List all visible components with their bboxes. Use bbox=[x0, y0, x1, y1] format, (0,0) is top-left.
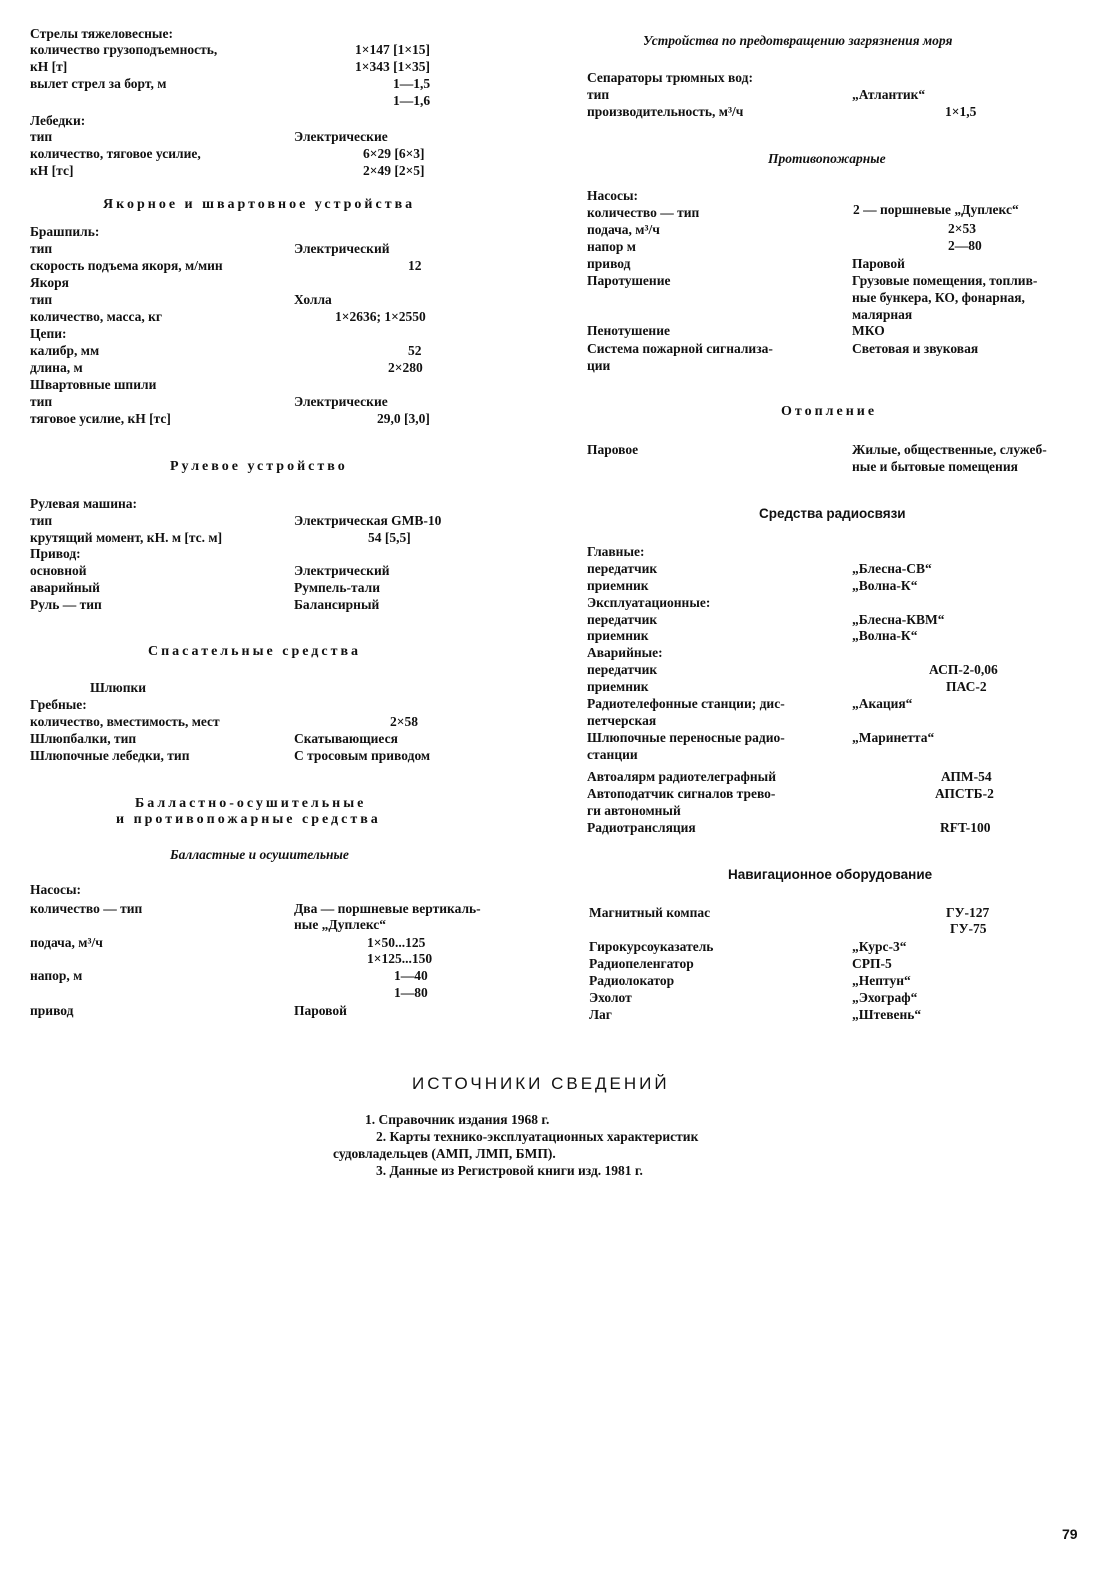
spec-line: Паровое bbox=[587, 442, 639, 457]
spec-line: 1×147 [1×15] bbox=[355, 42, 431, 57]
spec-line: основной bbox=[30, 563, 87, 578]
spec-line: 1×50...125 bbox=[367, 935, 426, 950]
spec-line: приемник bbox=[587, 628, 649, 643]
spec-line: АСП-2-0,06 bbox=[929, 662, 998, 677]
spec-line: передатчик bbox=[587, 612, 658, 627]
spec-line: калибр, мм bbox=[30, 343, 100, 358]
section-heading: Противопожарные bbox=[768, 151, 886, 166]
spec-line: Рулевая машина: bbox=[30, 496, 137, 511]
sources-title: ИСТОЧНИКИ СВЕДЕНИЙ bbox=[412, 1074, 670, 1093]
spec-line: приемник bbox=[587, 679, 649, 694]
source-item: 1. Справочник издания 1968 г. bbox=[365, 1112, 550, 1127]
spec-line: Швартовные шпили bbox=[30, 377, 157, 392]
spec-line: тип bbox=[587, 87, 610, 102]
spec-line: „Блесна-КВМ“ bbox=[852, 612, 945, 627]
spec-line: напор, м bbox=[30, 968, 83, 983]
spec-line: производительность, м³/ч bbox=[587, 104, 744, 119]
spec-line: Шлюпочные переносные радио- bbox=[587, 730, 785, 745]
spec-line: Гребные: bbox=[30, 697, 87, 712]
spec-line: АПМ-54 bbox=[941, 769, 992, 784]
spec-line: Гирокурсоуказатель bbox=[589, 939, 714, 954]
spec-line: Жилые, общественные, служеб- bbox=[852, 442, 1047, 457]
spec-line: подача, м³/ч bbox=[587, 222, 660, 237]
spec-line: количество грузоподъемность, bbox=[30, 42, 218, 57]
spec-line: „Курс-3“ bbox=[852, 939, 907, 954]
spec-line: „Нептун“ bbox=[852, 973, 911, 988]
section-heading: Устройства по предотвращению загрязнения моря bbox=[643, 33, 953, 48]
spec-line: АПСТБ-2 bbox=[935, 786, 994, 801]
spec-line: длина, м bbox=[30, 360, 83, 375]
spec-line: 29,0 [3,0] bbox=[377, 411, 430, 426]
spec-line: Магнитный компас bbox=[589, 905, 711, 920]
spec-line: ные и бытовые помещения bbox=[852, 459, 1018, 474]
spec-line: скорость подъема якоря, м/мин bbox=[30, 258, 223, 273]
spec-line: Насосы: bbox=[30, 882, 82, 897]
spec-line: Шлюпочные лебедки, тип bbox=[30, 748, 190, 763]
spec-line: Балансирный bbox=[294, 597, 380, 612]
spec-line: аварийный bbox=[30, 580, 100, 595]
section-heading: Навигационное оборудование bbox=[728, 867, 933, 882]
spec-line: количество, масса, кг bbox=[30, 309, 163, 324]
spec-line: МКО bbox=[852, 323, 885, 338]
spec-line: привод bbox=[30, 1003, 74, 1018]
spec-line: 1×1,5 bbox=[945, 104, 977, 119]
spec-line: 1—40 bbox=[394, 968, 428, 983]
spec-line: Холла bbox=[294, 292, 332, 307]
spec-line: Руль — тип bbox=[30, 597, 102, 612]
spec-line: привод bbox=[587, 256, 631, 271]
spec-line: Паротушение bbox=[587, 273, 671, 288]
spec-line: С тросовым приводом bbox=[294, 748, 431, 763]
spec-line: Радиолокатор bbox=[589, 973, 675, 988]
spec-line: Радиотелефонные станции; дис- bbox=[587, 696, 785, 711]
spec-line: Цепи: bbox=[30, 326, 67, 341]
spec-line: количество, тяговое усилие, bbox=[30, 146, 201, 161]
spec-line: тип bbox=[30, 129, 53, 144]
spec-line: Аварийные: bbox=[587, 645, 663, 660]
source-item: 3. Данные из Регистровой книги изд. 1981 г. bbox=[376, 1163, 643, 1178]
spec-line: напор м bbox=[587, 239, 636, 254]
spec-line: Пенотушение bbox=[587, 323, 670, 338]
spec-line: ные „Дуплекс“ bbox=[294, 917, 387, 932]
spec-line: тип bbox=[30, 513, 53, 528]
spec-line: 2×49 [2×5] bbox=[363, 163, 425, 178]
spec-line: „Блесна-СВ“ bbox=[852, 561, 932, 576]
spec-line: Электрический bbox=[294, 241, 390, 256]
section-heading: Рулевое устройство bbox=[170, 459, 348, 474]
spec-line: Эксплуатационные: bbox=[587, 595, 711, 610]
spec-line: ГУ-127 bbox=[946, 905, 990, 920]
spec-line: 1×343 [1×35] bbox=[355, 59, 431, 74]
page-number: 79 bbox=[1062, 1526, 1078, 1542]
spec-line: „Акация“ bbox=[852, 696, 913, 711]
spec-line: Электрическая GMB-10 bbox=[294, 513, 442, 528]
spec-line: „Волна-К“ bbox=[852, 578, 918, 593]
source-item: 2. Карты технико-эксплуатационных характеристик bbox=[376, 1129, 699, 1144]
spec-line: ги автономный bbox=[587, 803, 681, 818]
spec-line: передатчик bbox=[587, 662, 658, 677]
spec-line: Электрические bbox=[294, 129, 388, 144]
spec-line: тип bbox=[30, 241, 53, 256]
spec-line: Стрелы тяжеловесные: bbox=[30, 26, 173, 41]
spec-line: Брашпиль: bbox=[30, 224, 100, 239]
spec-line: 2—80 bbox=[948, 238, 982, 253]
spec-line: 1—80 bbox=[394, 985, 428, 1000]
spec-line: 1—1,5 bbox=[393, 76, 431, 91]
spec-line: „Маринетта“ bbox=[852, 730, 935, 745]
spec-line: ГУ-75 bbox=[950, 921, 987, 936]
spec-line: приемник bbox=[587, 578, 649, 593]
spec-line: Сепараторы трюмных вод: bbox=[587, 70, 753, 85]
spec-line: малярная bbox=[852, 307, 913, 322]
spec-line: „Эхограф“ bbox=[852, 990, 918, 1005]
spec-line: кН [т] bbox=[30, 59, 68, 74]
section-heading: Средства радиосвязи bbox=[759, 506, 906, 521]
spec-line: Лебедки: bbox=[30, 113, 86, 128]
spec-line: Шлюпки bbox=[90, 680, 147, 695]
spec-line: количество — тип bbox=[30, 901, 143, 916]
spec-line: „Волна-К“ bbox=[852, 628, 918, 643]
spec-line: 52 bbox=[408, 343, 422, 358]
spec-line: Якоря bbox=[30, 275, 69, 290]
spec-line: Насосы: bbox=[587, 188, 639, 203]
spec-line: Радиопеленгатор bbox=[589, 956, 694, 971]
spec-line: ные бункера, КО, фонарная, bbox=[852, 290, 1025, 305]
section-heading: Якорное и швартовное устройства bbox=[103, 197, 416, 212]
section-heading: и противопожарные средства bbox=[116, 812, 381, 827]
spec-line: тип bbox=[30, 292, 53, 307]
spec-line: ции bbox=[587, 358, 611, 373]
spec-line: Румпель-тали bbox=[294, 580, 381, 595]
spec-line: кН [тс] bbox=[30, 163, 74, 178]
spec-line: тяговое усилие, кН [тс] bbox=[30, 411, 171, 426]
spec-line: Главные: bbox=[587, 544, 645, 559]
spec-line: 2 — поршневые „Дуплекс“ bbox=[853, 202, 1019, 217]
spec-line: 1×125...150 bbox=[367, 951, 433, 966]
spec-line: количество — тип bbox=[587, 205, 700, 220]
spec-line: Световая и звуковая bbox=[852, 341, 979, 356]
spec-line: Привод: bbox=[30, 546, 81, 561]
spec-line: Скатывающиеся bbox=[294, 731, 398, 746]
spec-line: Электрические bbox=[294, 394, 388, 409]
spec-line: ПАС-2 bbox=[946, 679, 987, 694]
spec-line: 1×2636; 1×2550 bbox=[335, 309, 426, 324]
spec-line: Паровой bbox=[852, 256, 905, 271]
spec-line: Лаг bbox=[589, 1007, 612, 1022]
spec-line: 54 [5,5] bbox=[368, 530, 411, 545]
spec-line: Электрический bbox=[294, 563, 390, 578]
spec-line: вылет стрел за борт, м bbox=[30, 76, 167, 91]
spec-line: подача, м³/ч bbox=[30, 935, 103, 950]
spec-line: Автоподатчик сигналов трево- bbox=[587, 786, 776, 801]
spec-line: тип bbox=[30, 394, 53, 409]
spec-line: СРП-5 bbox=[852, 956, 892, 971]
spec-line: Паровой bbox=[294, 1003, 347, 1018]
spec-line: станции bbox=[587, 747, 638, 762]
spec-line: RFT-100 bbox=[940, 820, 991, 835]
spec-line: 2×58 bbox=[390, 714, 418, 729]
spec-line: Система пожарной сигнализа- bbox=[587, 341, 773, 356]
spec-line: петчерская bbox=[587, 713, 657, 728]
spec-line: 12 bbox=[408, 258, 422, 273]
spec-line: 2×280 bbox=[388, 360, 423, 375]
spec-line: Грузовые помещения, топлив- bbox=[852, 273, 1038, 288]
section-heading: Спасательные средства bbox=[148, 644, 362, 659]
section-heading: Отопление bbox=[781, 404, 878, 419]
spec-line: Два — поршневые вертикаль- bbox=[294, 901, 481, 916]
spec-line: Радиотрансляция bbox=[587, 820, 696, 835]
spec-line: „Атлантик“ bbox=[852, 87, 926, 102]
spec-line: „Штевень“ bbox=[852, 1007, 922, 1022]
spec-line: 2×53 bbox=[948, 221, 976, 236]
spec-line: передатчик bbox=[587, 561, 658, 576]
source-item: судовладельцев (АМП, ЛМП, БМП). bbox=[333, 1146, 556, 1161]
spec-line: Шлюпбалки, тип bbox=[30, 731, 137, 746]
spec-line: 1—1,6 bbox=[393, 93, 431, 108]
spec-line: крутящий момент, кН. м [тс. м] bbox=[30, 530, 223, 545]
section-heading: Балластные и осушительные bbox=[170, 847, 349, 862]
spec-line: количество, вместимость, мест bbox=[30, 714, 220, 729]
section-heading: Балластно-осушительные bbox=[135, 796, 367, 811]
spec-line: Автоалярм радиотелеграфный bbox=[587, 769, 776, 784]
spec-line: 6×29 [6×3] bbox=[363, 146, 425, 161]
spec-line: Эхолот bbox=[589, 990, 632, 1005]
